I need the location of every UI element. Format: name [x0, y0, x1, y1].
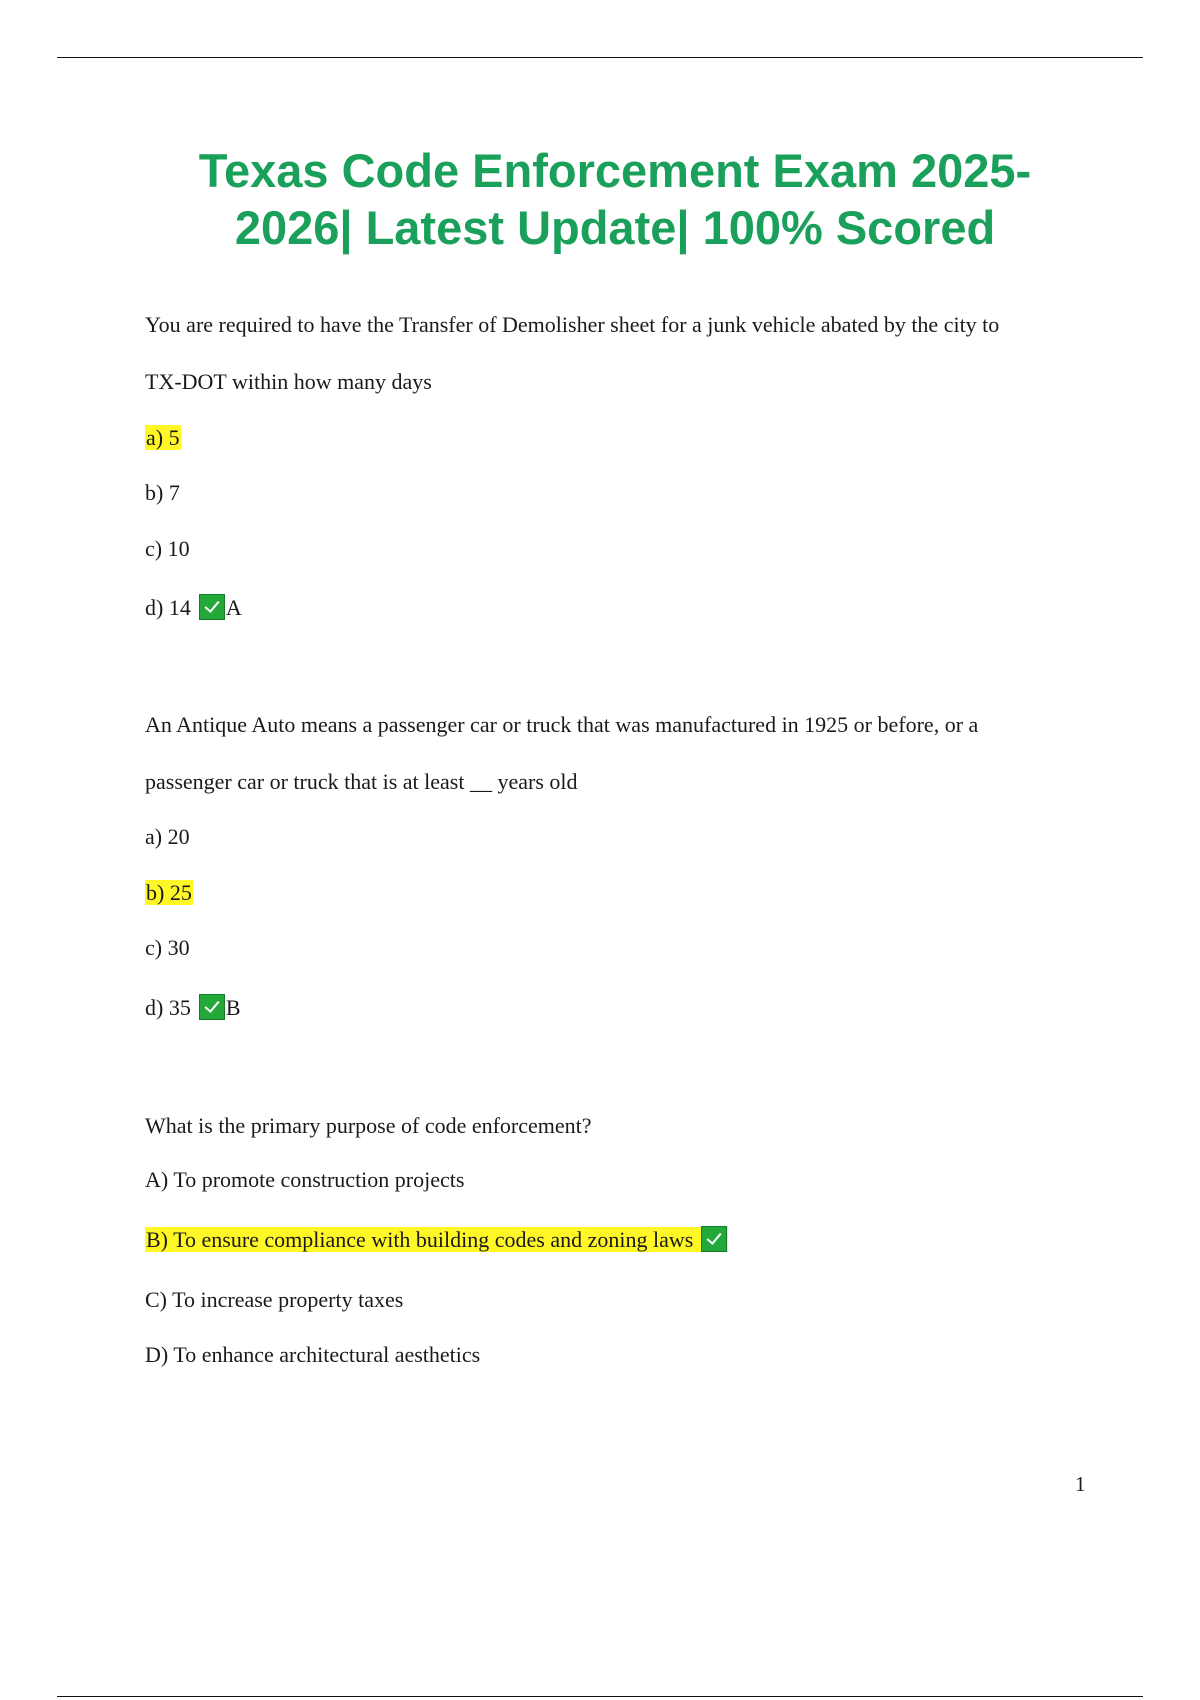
check-mark-icon [199, 594, 225, 620]
check-mark-icon [701, 1226, 727, 1252]
question-3-option-d: D) To enhance architectural aesthetics [145, 1342, 481, 1367]
question-3-option-a: A) To promote construction projects [145, 1167, 465, 1192]
check-mark-icon [199, 994, 225, 1020]
highlighted-answer: a) 5 [146, 425, 180, 450]
question-2-option-c: c) 30 [145, 935, 190, 960]
footer-rule [57, 1696, 1143, 1697]
page-number: 1 [1075, 1472, 1086, 1496]
question-2-stem-line-2: passenger car or truck that is at least __ years old [145, 769, 578, 794]
question-3-option-c: C) To increase property taxes [145, 1287, 404, 1312]
question-1-stem-line-1: You are required to have the Transfer of Demolisher sheet for a junk vehicle abated by the city to [145, 312, 1000, 337]
question-1-option-c: c) 10 [145, 536, 190, 561]
question-3-option-b [145, 1226, 728, 1254]
highlighted-answer: b) 25 [146, 880, 192, 905]
question-2-option-a: a) 20 [145, 824, 190, 849]
question-2-answer: B [225, 995, 241, 1020]
question-3-stem: What is the primary purpose of code enforcement? [145, 1113, 592, 1138]
title-line-2: 2026| Latest Update| 100% Scored [234, 201, 996, 254]
question-1-stem-line-2: TX-DOT within how many days [145, 369, 432, 394]
question-2-stem-line-1: An Antique Auto means a passenger car or truck that was manufactured in 1925 or before, or a [145, 712, 979, 737]
question-2-option-d: d) 35 B [145, 995, 241, 1020]
question-1-option-d: d) 14 A [145, 595, 242, 620]
title-line-1: Texas Code Enforcement Exam 2025- [198, 144, 1032, 197]
question-1-answer: A [225, 595, 242, 620]
question-1-option-b: b) 7 [145, 480, 180, 505]
header-rule [57, 57, 1143, 58]
question-2-option-b [145, 879, 193, 907]
document-title [100, 142, 1130, 256]
question-1-option-a [145, 424, 181, 452]
highlighted-answer: B) To ensure compliance with building codes and zoning laws [145, 1227, 728, 1252]
